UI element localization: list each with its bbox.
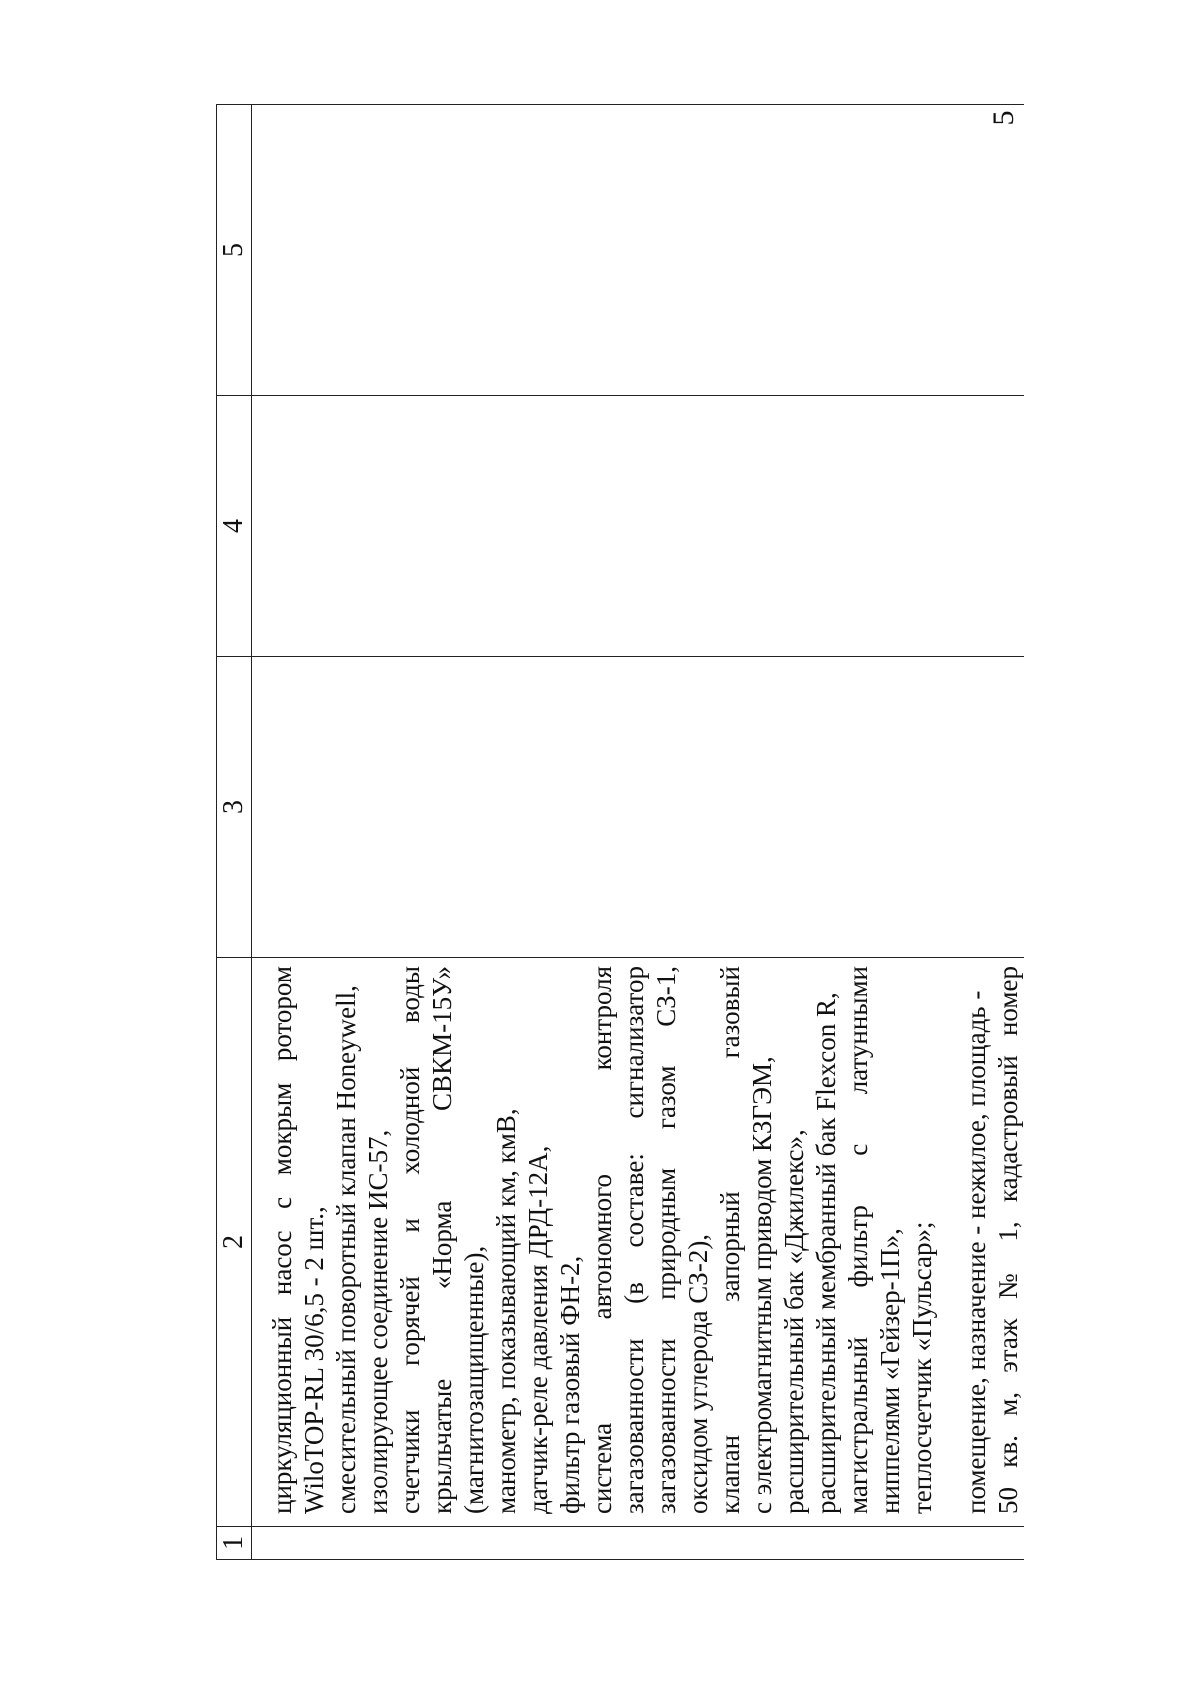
text-line [938,966,960,1514]
cell-col5 [252,105,1025,396]
text-line: теплосчетчик «Пульсар»; [907,1221,937,1514]
text-line: ниппелями «Гейзер-1П», [875,1228,905,1514]
column-header-3: 3 [217,657,252,958]
text-line: изолирующее соединение ИС-57, [363,1129,393,1514]
column-header-4: 4 [217,396,252,657]
column-header-5: 5 [217,105,252,396]
text-line: клапан запорный газовый [715,966,745,1514]
text-line: фильтр газовый ФН-2, [555,1255,585,1514]
cell-col3 [252,657,1025,958]
text-line: помещение, назначение - нежилое, площадь - [961,990,991,1514]
text-line: с электромагнитным приводом КЗГЭМ, [747,1056,777,1514]
table-header-row [217,105,252,1560]
column-header-1: 1 [217,1527,252,1560]
text-line: крыльчатые «Норма СВКМ-15У» [427,966,457,1514]
text-line: смесительный поворотный клапан Honeywell, [331,985,361,1514]
text-line: система автономного контроля [587,966,617,1514]
property-table [216,104,1024,1560]
text-line: WiloTOP-RL 30/6,5 - 2 шт., [299,1206,329,1514]
text-line: датчик-реле давления ДРД-12А, [523,1145,553,1514]
text-line: (магнитозащищенные), [459,1245,489,1514]
text-line: циркуляционный насос с мокрым ротором [267,966,297,1514]
cell-col1 [252,1527,1025,1560]
text-line: 50 кв. м, этаж № 1, кадастровый номер [993,966,1023,1514]
text-line: расширительный бак «Джилекс», [779,1129,809,1514]
text-line: загазованности (в составе: сигнализатор [619,966,649,1514]
text-line: расширительный мембранный бак Flexcon R, [811,992,841,1514]
rotated-table-container [216,110,1023,1560]
text-line: магистральный фильтр с латунными [843,966,873,1514]
text-line: манометр, показывающий км, кмВ, [491,1108,521,1514]
text-line: счетчики горячей и холодной воды [395,966,425,1514]
page-number: 5 [987,110,1020,126]
cell-col4 [252,396,1025,657]
equipment-description [252,958,1024,1526]
cell-col2 [252,958,1025,1527]
column-header-2: 2 [217,958,252,1527]
table-row [252,105,1025,1560]
text-line: оксидом углерода СЗ-2), [683,1233,713,1514]
text-line: загазованности природным газом СЗ-1, [651,966,681,1514]
